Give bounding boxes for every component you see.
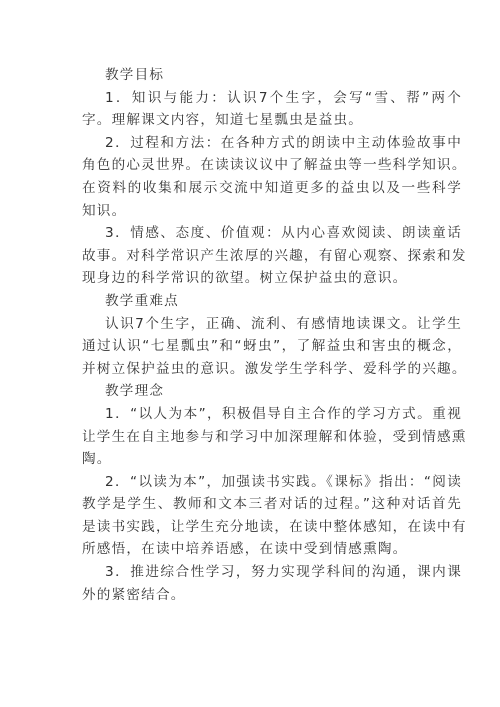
- document-body: [82, 64, 467, 606]
- paragraph-line: 1．知识与能力：认识7个生字，会写“雪、帮”两个: [105, 89, 462, 106]
- section-heading-key-difficulties: 教学重难点: [105, 292, 179, 309]
- paragraph-line: 所感悟，在读中培养语感，在读中受到情感熏陶。: [82, 541, 408, 558]
- section-heading-teaching-goals: 教学目标: [105, 67, 165, 83]
- paragraph-knowledge-ability: [82, 87, 462, 132]
- paragraph-key-difficulties: [82, 313, 467, 381]
- paragraph-process-method: [82, 132, 467, 222]
- section-heading-teaching-philosophy: 教学理念: [105, 383, 165, 400]
- paragraph-line: 认识7个生字，正确、流利、有感情地读课文。让学生: [105, 315, 462, 332]
- paragraph-line: 是读书实践，让学生充分地读，在读中整体感知，在读中有: [82, 518, 467, 535]
- paragraph-line: 故事。对科学常识产生浓厚的兴趣，有留心观察、探索和发: [82, 247, 467, 264]
- paragraph-line: 陶。: [82, 451, 112, 468]
- paragraph-line: 2．“以读为本”，加强读书实践。《课标》指出：“阅读: [105, 473, 462, 490]
- paragraph-line: 字。理解课文内容，知道七星瓢虫是益虫。: [82, 112, 364, 129]
- paragraph-line: 让学生在自主地参与和学习中加深理解和体验，受到情感熏: [82, 428, 467, 445]
- paragraph-line: 1．“以人为本”，积极倡导自主合作的学习方式。重视: [105, 405, 462, 422]
- paragraph-line: 并树立保护益虫的意识。激发学生学科学、爱科学的兴趣。: [82, 360, 467, 377]
- paragraph-line: 现身边的科学常识的欲望。树立保护益虫的意识。: [82, 270, 408, 287]
- paragraph-line: 知识。: [82, 202, 127, 219]
- paragraph-line: 通过认识“七星瓢虫”和“蚜虫”，了解益虫和害虫的概念，: [82, 338, 462, 355]
- paragraph-line: 外的紧密结合。: [82, 586, 186, 603]
- paragraph-line: 教学是学生、教师和文本三者对话的过程。”这种对话首先: [82, 496, 462, 513]
- paragraph-line: 3．推进综合性学习，努力实现学科间的沟通，课内课: [105, 564, 462, 581]
- paragraph-line: 角色的心灵世界。在读读议议中了解益虫等一些科学知识。: [82, 157, 467, 174]
- paragraph-line: 3．情感、态度、价值观：从内心喜欢阅读、朗读童话: [105, 225, 462, 242]
- paragraph-integrated-learning: [82, 561, 462, 606]
- paragraph-reading-oriented: [82, 471, 467, 561]
- paragraph-people-oriented: [82, 403, 467, 471]
- paragraph-line: 在资料的收集和展示交流中知道更多的益虫以及一些科学: [82, 179, 462, 196]
- paragraph-emotion-attitude: [82, 222, 467, 290]
- paragraph-line: 2．过程和方法：在各种方式的朗读中主动体验故事中: [105, 134, 462, 151]
